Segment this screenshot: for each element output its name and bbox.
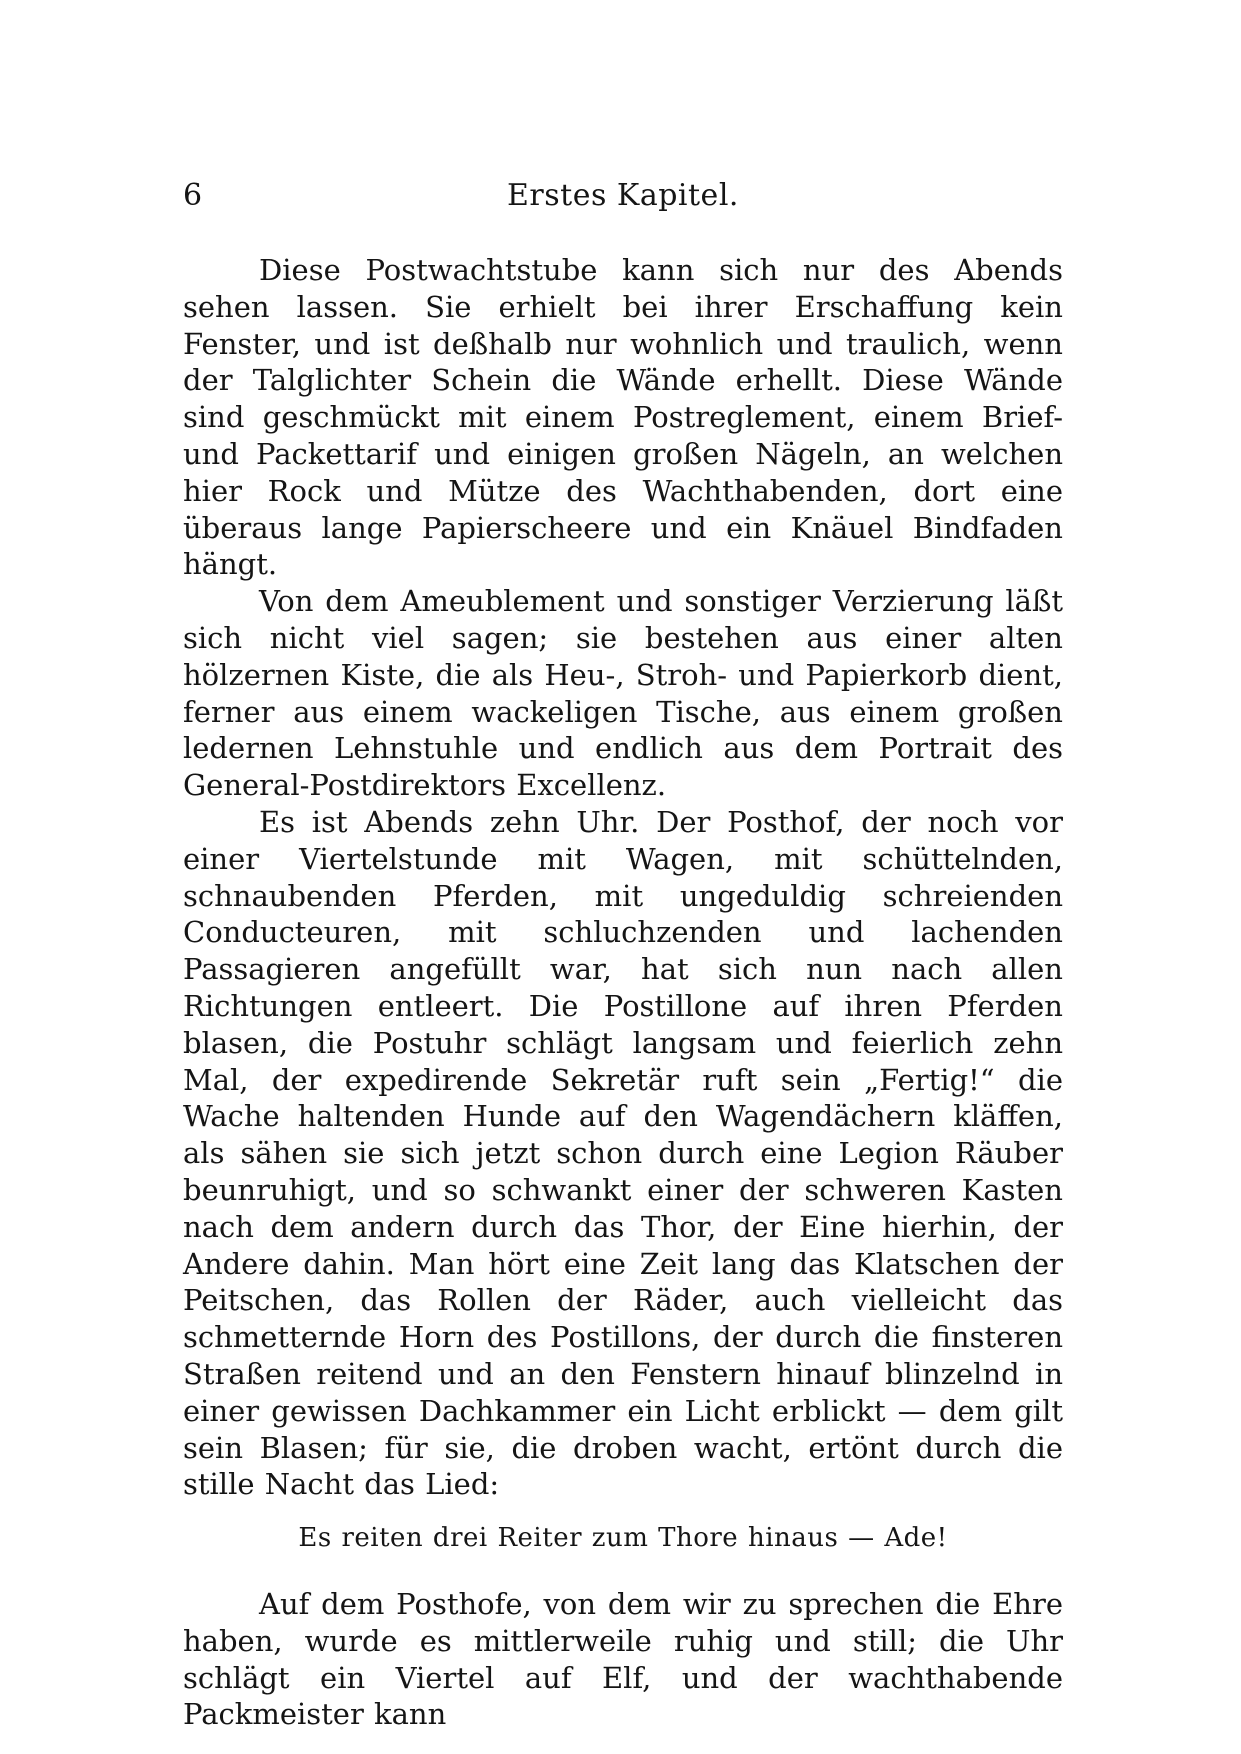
closing-paragraph: Auf dem Posthofe, von dem wir zu sprechen die Ehre haben, wurde es mittlerweile ruhig und still; die Uhr schlägt ein Viertel auf Elf, und der wachthabende Packmeister kann xyxy=(183,1587,1063,1732)
paragraph: Diese Postwachtstube kann sich nur des Abends sehen lassen. Sie erhielt bei ihrer Erschaffung kein Fenster, und ist deßhalb nur wohnlich und traulich, wenn der Talglichter Schein die Wände erhellt. Diese Wände sind geschmückt mit einem Postreglement, einem Brief- und Packettarif und einigen großen Nägeln, an welchen hier Rock und Mütze des Wachthabenden, dort eine überaus lange Papierscheere und ein Knäuel Bindfaden hängt. xyxy=(183,253,1063,582)
body-text xyxy=(183,252,1063,1733)
paragraph: Von dem Ameublement und sonstiger Verzierung läßt sich nicht viel sagen; sie bestehen aus einer alten hölzernen Kiste, die als Heu-, Stroh- und Papierkorb dient, ferner aus einem wackeligen Tische, aus einem großen ledernen Lehnstuhle und endlich aus dem Portrait des General-Postdirektors Excellenz. xyxy=(183,584,1063,803)
page-header xyxy=(183,176,1063,220)
page-number: 6 xyxy=(183,178,203,213)
running-head: Erstes Kapitel. xyxy=(507,178,739,213)
verse-line: Es reiten drei Reiter zum Thore hinaus — Ade! xyxy=(298,1523,948,1554)
paragraph: Es ist Abends zehn Uhr. Der Posthof, der noch vor einer Viertelstunde mit Wagen, mit schüttelnden, schnaubenden Pferden, mit ungeduldig schreienden Conducteuren, mit schluchzenden und lachenden Passagieren angefüllt war, hat sich nun nach allen Richtungen entleert. Die Postillone auf ihren Pferden blasen, die Postuhr schlägt langsam und feierlich zehn Mal, der expedirende Sekretär ruft sein „Fertig!“ die Wache haltenden Hunde auf den Wagendächern kläffen, als sähen sie sich jetzt schon durch eine Legion Räuber beunruhigt, und so schwankt einer der schweren Kasten nach dem andern durch das Thor, der Eine hierhin, der Andere dahin. Man hört eine Zeit lang das Klatschen der Peitschen, das Rollen der Räder, auch vielleicht das schmetternde Horn des Postillons, der durch die finsteren Straßen reitend und an den Fenstern hinauf blinzelnd in einer gewissen Dachkammer ein Licht erblickt — dem gilt sein Blasen; für sie, die droben wacht, ertönt durch die stille Nacht das Lied: xyxy=(183,804,1063,1502)
